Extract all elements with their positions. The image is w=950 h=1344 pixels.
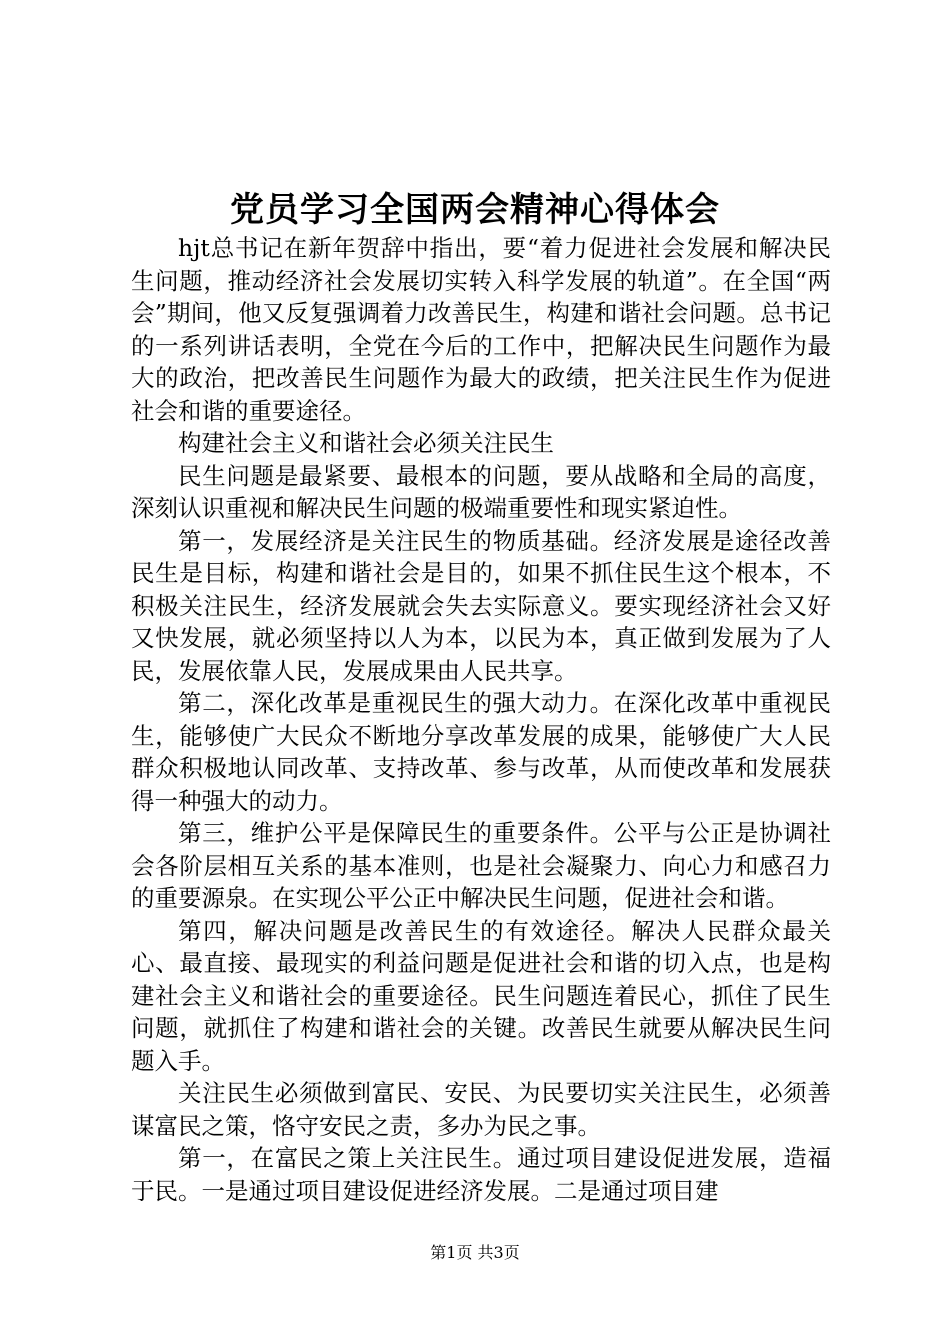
paragraph: 第四，解决问题是改善民生的有效途径。解决人民群众最关心、最直接、最现实的利益问题是促进社会和谐的切入点，也是构建社会主义和谐社会的重要途径。民生问题连着民心，抓住了民生问题，就抓住了构建和谐社会的关键。改善民生就要从解决民生问题入手。 xyxy=(131,916,831,1075)
document-body xyxy=(131,232,831,1207)
paragraph: 第三，维护公平是保障民生的重要条件。公平与公正是协调社会各阶层相互关系的基本准则，也是社会凝聚力、向心力和感召力的重要源泉。在实现公平公正中解决民生问题，促进社会和谐。 xyxy=(131,819,831,912)
page-number-footer: 第1页 共3页 xyxy=(430,1243,520,1262)
section-heading: 构建社会主义和谐社会必须关注民生 xyxy=(178,429,554,457)
document-title: 党员学习全国两会精神心得体会 xyxy=(230,190,720,230)
paragraph: 第一，在富民之策上关注民生。通过项目建设促进发展，造福于民。一是通过项目建设促进经济发展。二是通过项目建 xyxy=(131,1144,831,1205)
paragraph: 第一，发展经济是关注民生的物质基础。经济发展是途径改善民生是目标，构建和谐社会是目的，如果不抓住民生这个根本，不积极关注民生，经济发展就会失去实际意义。要实现经济社会又好又快发展，就必须坚持以人为本，以民为本，真正做到发展为了人民，发展依靠人民，发展成果由人民共享。 xyxy=(131,526,831,685)
paragraph: 民生问题是最紧要、最根本的问题，要从战略和全局的高度，深刻认识重视和解决民生问题的极端重要性和现实紧迫性。 xyxy=(131,461,831,522)
paragraph: 关注民生必须做到富民、安民、为民要切实关注民生，必须善谋富民之策，恪守安民之责，多办为民之事。 xyxy=(131,1079,831,1140)
paragraph: hjt总书记在新年贺辞中指出，要“着力促进社会发展和解决民生问题，推动经济社会发展切实转入科学发展的轨道”。在全国“两会”期间，他又反复强调着力改善民生，构建和谐社会问题。总书记的一系列讲话表明，全党在今后的工作中，把解决民生问题作为最大的政治，把改善民生问题作为最大的政绩，把关注民生作为促进社会和谐的重要途径。 xyxy=(131,234,831,425)
paragraph: 第二，深化改革是重视民生的强大动力。在深化改革中重视民生，能够使广大民众不断地分享改革发展的成果，能够使广大人民群众积极地认同改革、支持改革、参与改革，从而使改革和发展获得一种强大的动力。 xyxy=(131,689,831,815)
